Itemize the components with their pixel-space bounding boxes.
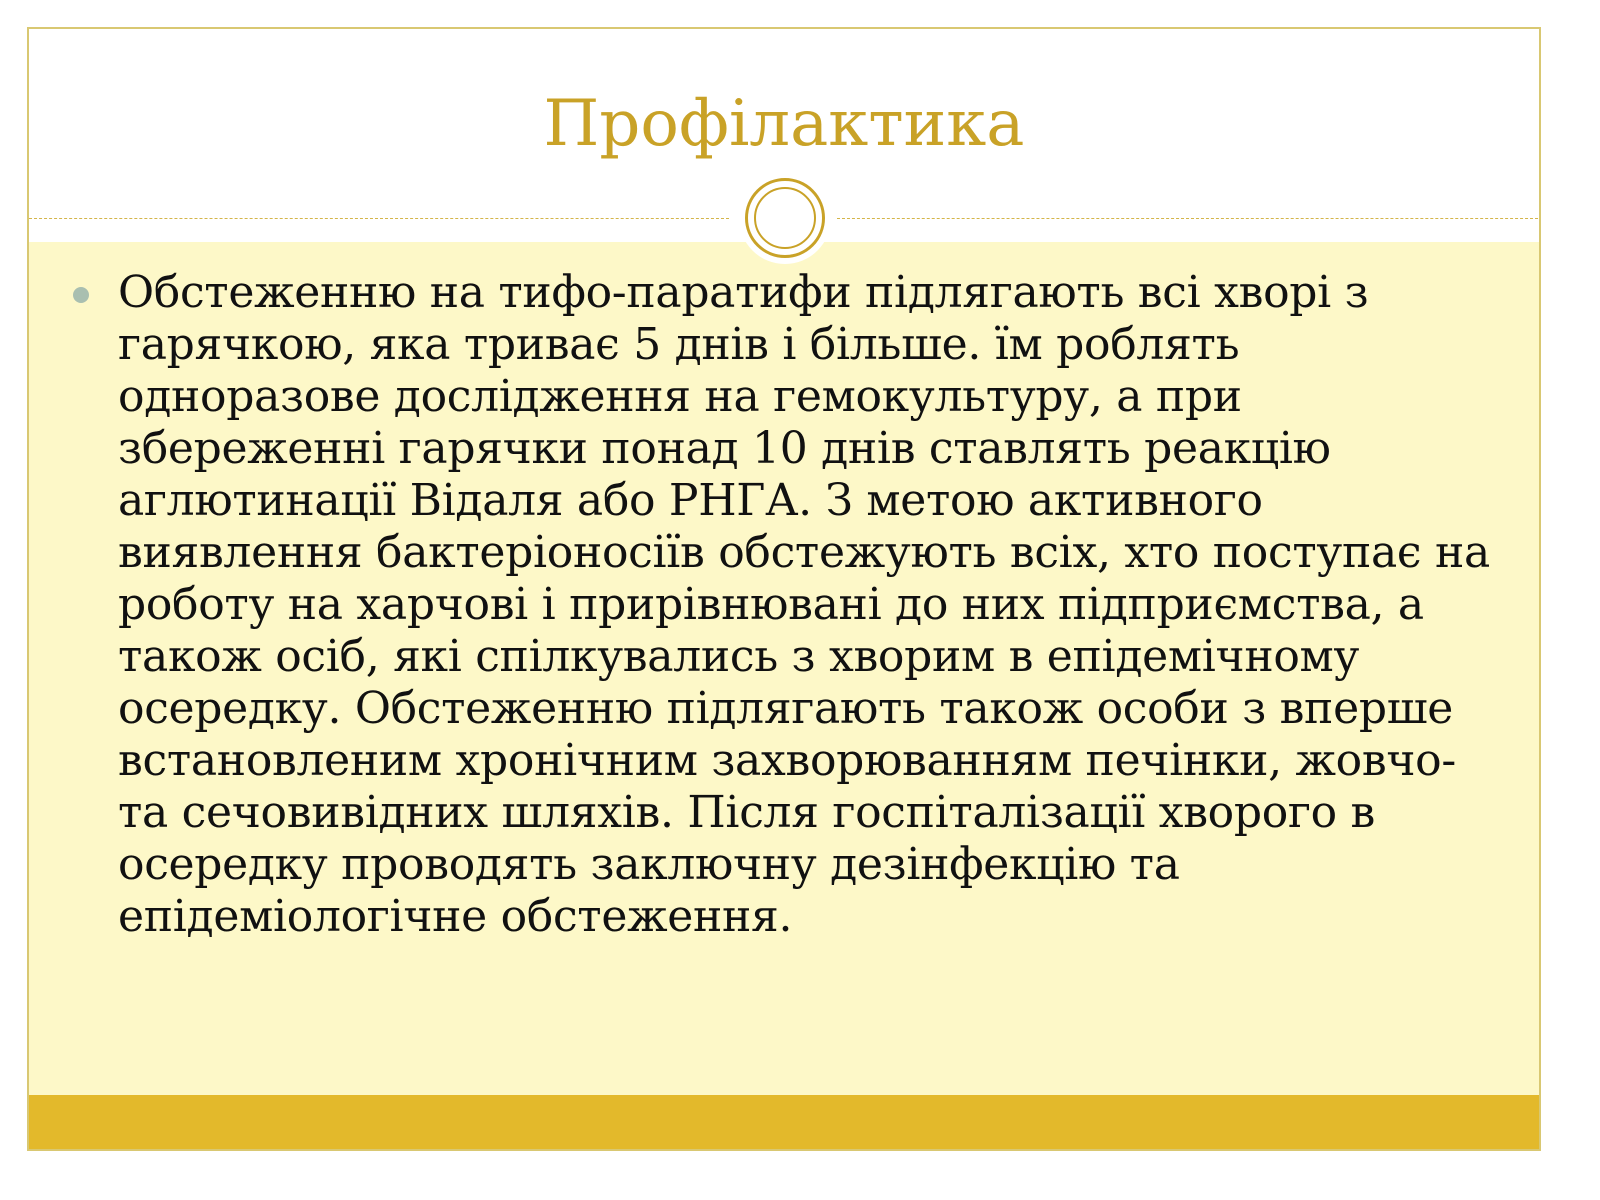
slide-title: Профілактика: [543, 87, 1025, 161]
title-divider-right: [837, 218, 1541, 219]
bullet-list: [69, 267, 1509, 943]
bullet-item: [69, 267, 1509, 943]
circle-ornament-icon: [745, 178, 825, 258]
bullet-dot-icon: [73, 287, 89, 303]
title-divider-left: [29, 218, 729, 219]
footer-bar: [29, 1095, 1539, 1149]
slide: [27, 27, 1541, 1151]
bullet-text: Обстеженню на тифо-паратифи підлягають всі хворі з гарячкою, яка триває 5 днів і більше. їм роблять одноразове дослідження на гемокультуру, а при збереженні гарячки понад 10 днів ставлять реакцію аглютинації Відаля або РНГА. З метою активного виявлення бактеріоносіїв обстежують всіх, хто поступає на роботу на харчові і прирівнювані до них підприємства, а також осіб, які спілкувались з хворим в епідемічному осередку. Обстеженню підлягають також особи з вперше встановленим хронічним захворюванням печінки, жовчо- та сечовивідних шляхів. Після госпіталізації хворого в осередку проводять заключну дезінфекцію та епідеміологічне обстеження.: [118, 267, 1490, 942]
circle-ornament-inner-ring: [754, 187, 816, 249]
